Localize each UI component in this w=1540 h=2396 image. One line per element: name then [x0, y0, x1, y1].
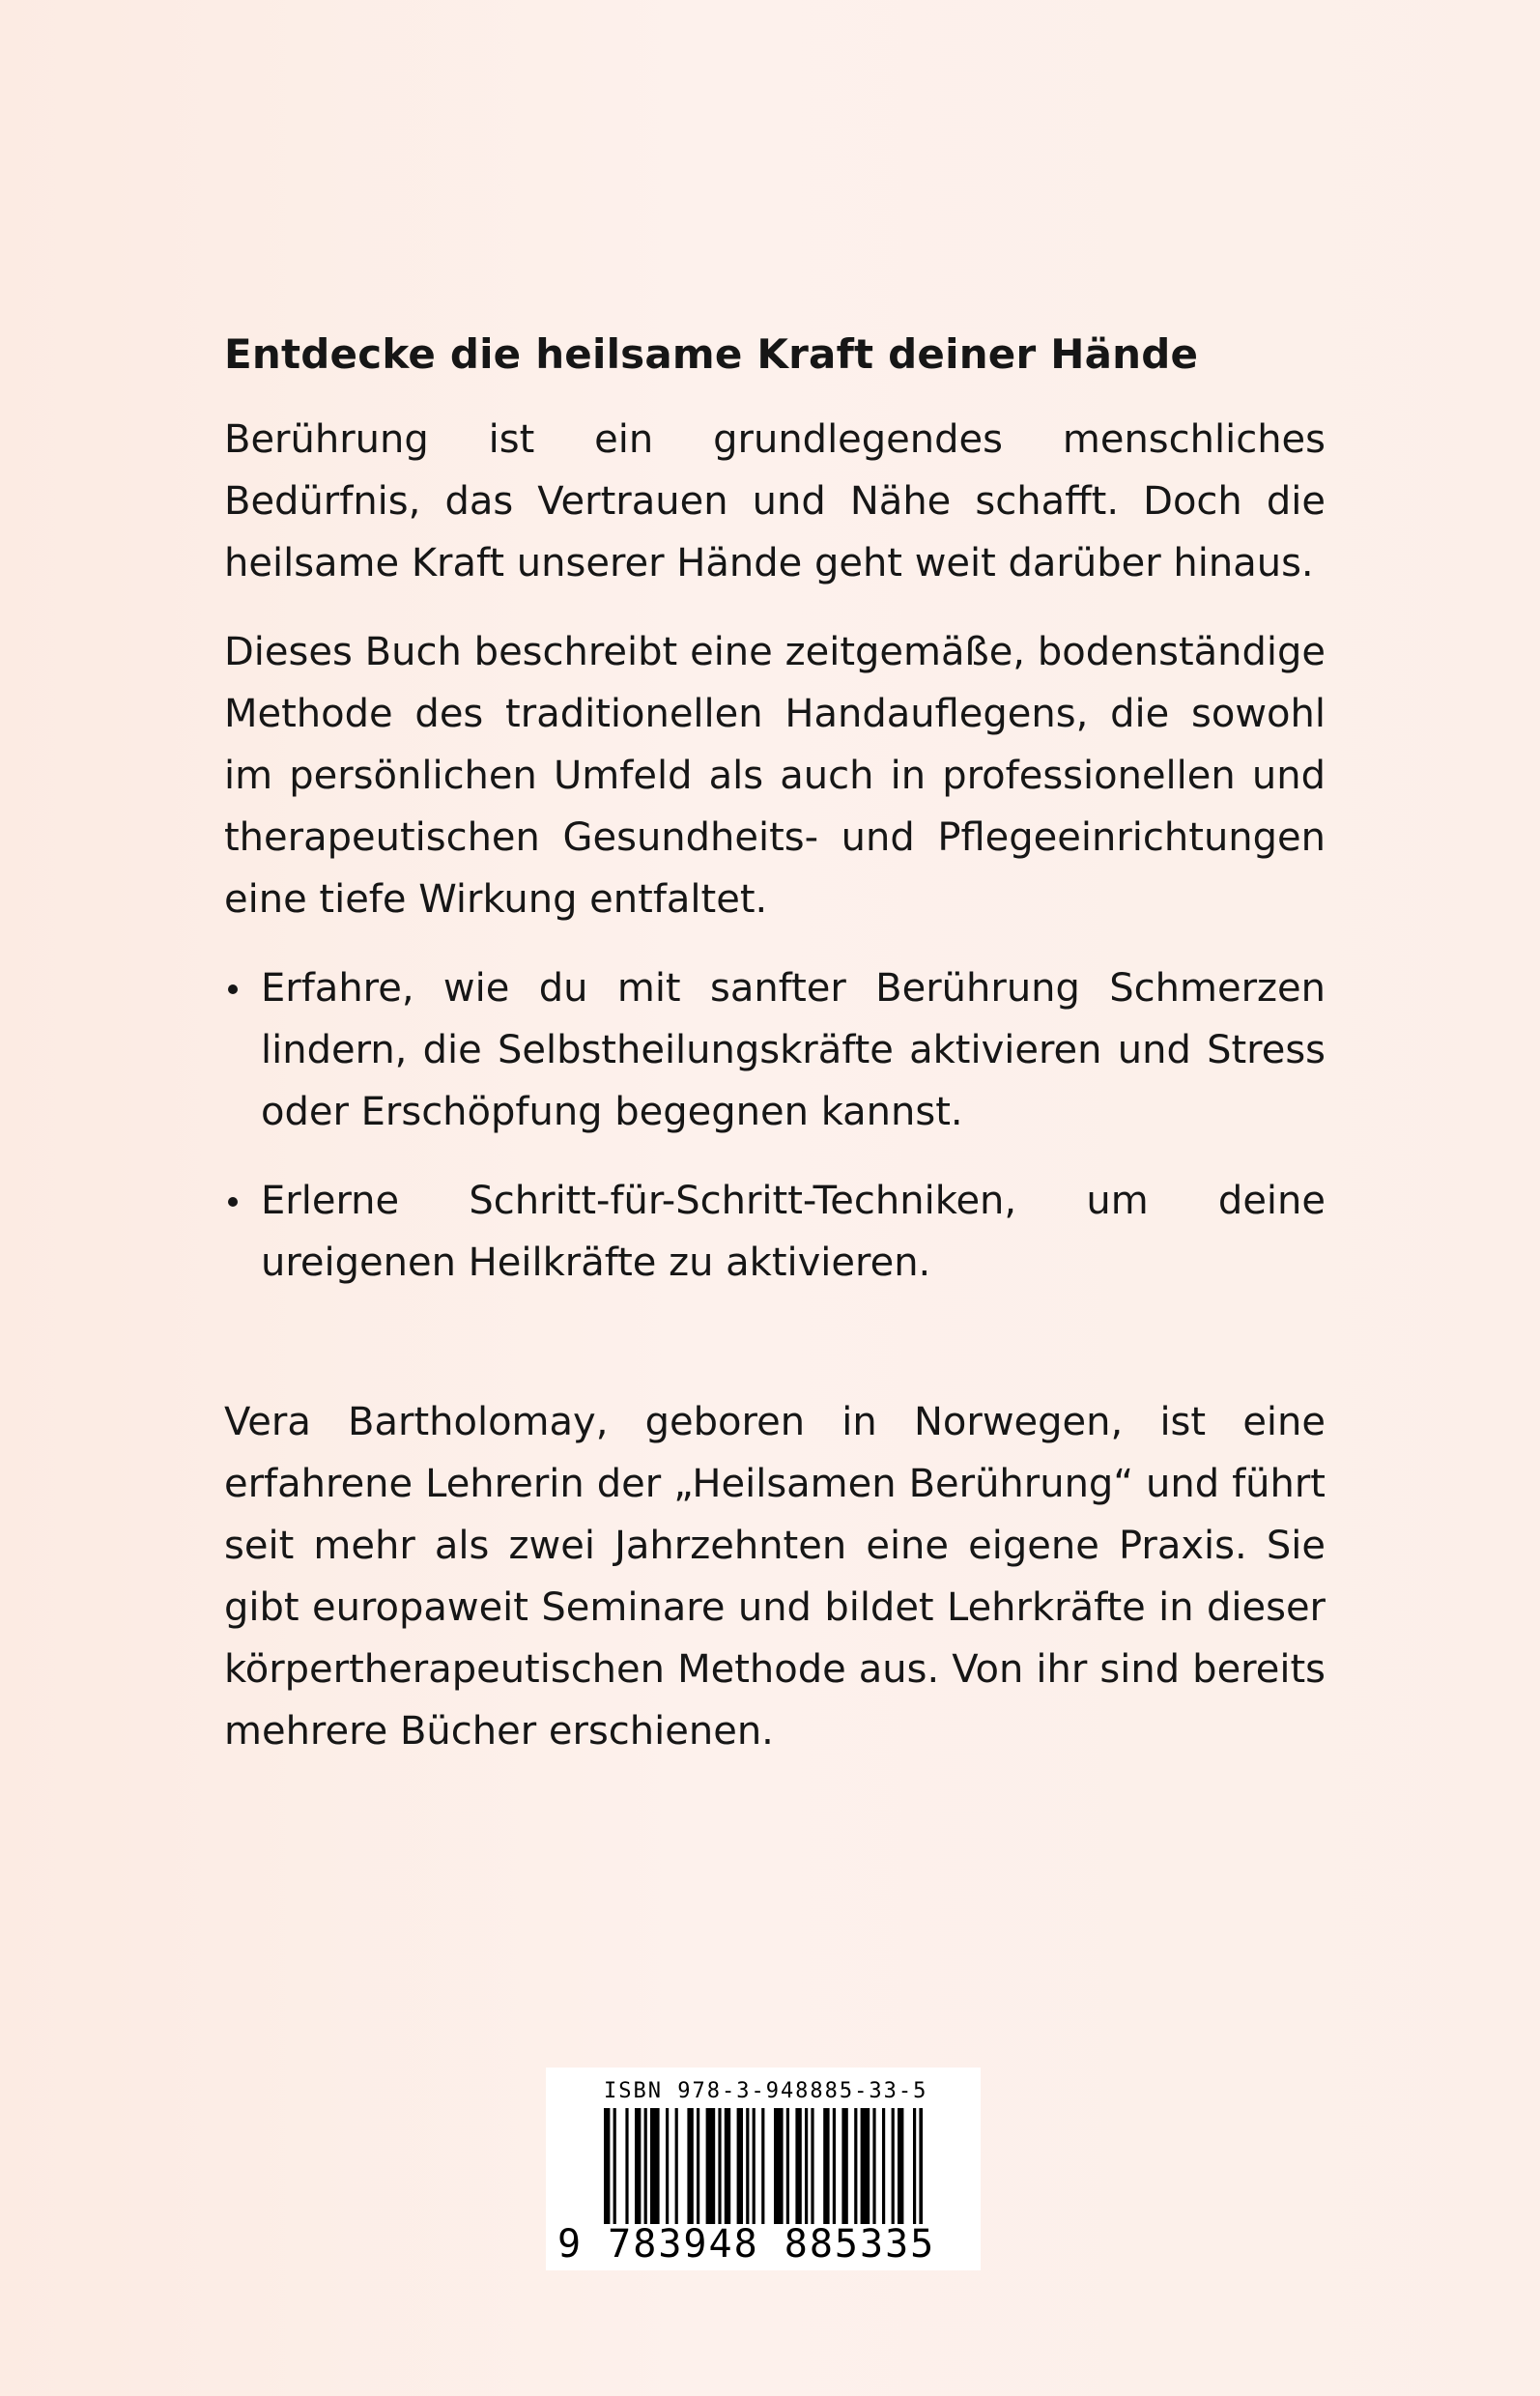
barcode-bar: [737, 2108, 743, 2224]
author-bio: Vera Bartholomay, geboren in Norwegen, ist eine erfahrene Lehrerin der „Heilsamen Berührung“ und führt seit mehr als zwei Jahrzehnten eine eigene Praxis. Sie gibt europaweit Seminare und bildet Lehrkräfte in dieser körpertherapeutischen Methode aus. Von ihr sind bereits mehrere Bücher erschienen.: [224, 1400, 1326, 1754]
barcode-bar: [635, 2108, 641, 2224]
barcode-bar: [898, 2108, 903, 2224]
bullet-text: Erfahre, wie du mit sanfter Berührung Schmerzen lindern, die Selbstheilungskräfte aktivieren und Stress oder Erschöpfung begegnen kannst.: [261, 966, 1326, 1134]
barcode-bar: [882, 2108, 885, 2224]
barcode-bar: [706, 2108, 716, 2224]
barcode-bar: [604, 2108, 610, 2224]
bullet-item: [224, 1170, 1326, 1294]
barcode-bar: [625, 2108, 628, 2224]
barcode-bar: [687, 2108, 693, 2224]
barcode-bar: [746, 2108, 749, 2224]
barcode-bar: [718, 2108, 721, 2224]
author-section: [224, 1391, 1326, 1762]
isbn-digits: 9 783948 885335: [557, 2222, 936, 2267]
bullet-item: [224, 957, 1326, 1143]
back-cover-blurb: [224, 324, 1326, 1321]
barcode-bar: [823, 2108, 829, 2224]
bullet-dot-icon: [228, 984, 238, 994]
barcode-bar: [892, 2108, 895, 2224]
barcode-bar: [725, 2108, 730, 2224]
barcode-bar: [872, 2108, 875, 2224]
barcode-bar: [613, 2108, 616, 2224]
isbn-barcode: [546, 2068, 981, 2270]
barcode-bar: [795, 2108, 801, 2224]
blurb-headline: Entdecke die heilsame Kraft deiner Hände: [224, 330, 1199, 378]
barcode-bar: [841, 2108, 847, 2224]
barcode-bar: [697, 2108, 699, 2224]
barcode-bar: [774, 2108, 784, 2224]
barcode-bar: [854, 2108, 857, 2224]
barcode-bar: [753, 2108, 756, 2224]
barcode-bar: [811, 2108, 813, 2224]
barcode-bars: [604, 2108, 923, 2224]
barcode-bar: [919, 2108, 923, 2224]
barcode-bar: [913, 2108, 916, 2224]
barcode-bar: [650, 2108, 660, 2224]
barcode-bar: [666, 2108, 669, 2224]
barcode-bar: [644, 2108, 647, 2224]
barcode-bar: [833, 2108, 836, 2224]
bullet-dot-icon: [228, 1197, 238, 1207]
blurb-bullet-list: [224, 957, 1326, 1294]
barcode-bar: [786, 2108, 789, 2224]
barcode-bar: [761, 2108, 764, 2224]
barcode-bar: [861, 2108, 870, 2224]
blurb-paragraph-1: Berührung ist ein grundlegendes menschliches Bedürfnis, das Vertrauen und Nähe schafft. Doch die heilsame Kraft unserer Hände geht weit darüber hinaus.: [224, 417, 1326, 585]
bullet-text: Erlerne Schritt-für-Schritt-Techniken, um deine ureigenen Heilkräfte zu aktivieren.: [261, 1179, 1326, 1285]
blurb-paragraph-2: Dieses Buch beschreibt eine zeitgemäße, bodenständige Methode des traditionellen Handauflegens, die sowohl im persönlichen Umfeld als auch in professionellen und therapeutischen Gesundheits- und Pflegeeinrichtungen eine tiefe Wirkung entfaltet.: [224, 630, 1326, 922]
barcode-bar: [805, 2108, 808, 2224]
barcode-bar: [675, 2108, 678, 2224]
isbn-label: ISBN 978-3-948885-33-5: [604, 2079, 928, 2103]
